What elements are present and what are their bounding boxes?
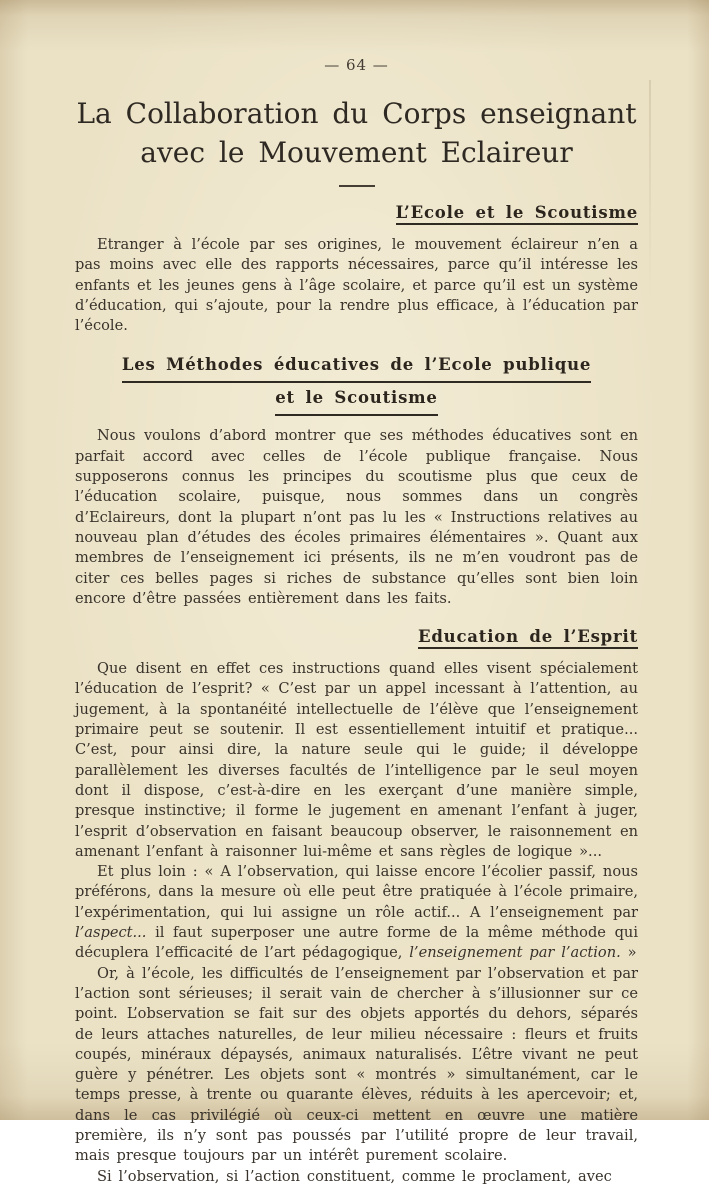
quote-segment: Et plus loin : « A l’observation, qui laisse encore l’écolier passif, nous préférons, dans la mesure où elle peut être pratiquée à l’école primaire, l’expérimentation, qui lui assigne un rôle actif... A l’enseignement par [75, 863, 638, 921]
paragraph-nous-voulons: Nous voulons d’abord montrer que ses méthodes éducatives sont en parfait accord avec celles de l’école publique française. Nous supposerons connus les principes du scoutisme plus que ceux de l’éducation scolaire, puisque, nous sommes dans un congrès d’Eclaireurs, dont la plupart n’ont pas lu les « Instructions relatives au nouveau plan d’études des écoles primaires élémentaires ». Quant aux membres de l’enseignement ici présents, ils ne m’en voudront pas de citer ces belles pages si riches de substance qu’elles sont bien loin encore d’être passées entièrement dans les faits. [75, 427, 638, 607]
paragraph-or-a-lecole: Or, à l’école, les difficultés de l’enseignement par l’observation et par l’action sont sérieuses; il serait vain de chercher à s’illusionner sur ce point. L’observation se fait sur des objets apportés du dehors, séparés de leurs attaches naturelles, de leur milieu nécessaire : fleurs et fruits coupés, minéraux dépaysés, animaux naturalisés. L’être vivant ne peut guère y pénétrer. Les objets sont « montrés » simultanément, car le temps presse, à trente ou quarante élèves, réduits à les apercevoir; et, dans le cas privilégié où ceux-ci mettent en œuvre une matière première, ils n’y sont pas poussés par l’utilité propre de leur travail, mais presque toujours par un intérêt purement scolaire. [75, 964, 638, 1165]
document-title-line2: avec le Mouvement Eclaireur [140, 136, 573, 169]
spacer [75, 609, 638, 619]
spacer [75, 336, 638, 342]
paragraph-si-observation: Si l’observation, si l’action constituent, comme le proclament, avec [97, 1167, 612, 1185]
quote-italic-enseignement-action: l’enseignement par l’action. [409, 944, 621, 962]
document-title [75, 94, 638, 172]
section-heading-label: Education de l’Esprit [418, 627, 638, 649]
paragraph-etranger: Etranger à l’école par ses origines, le mouvement éclaireur n’en a pas moins avec elle des rapports nécessaires, parce qu’il intéresse les enfants et les jeunes gens à l’âge scolaire, et parce qu’il est un système d’éducation, qui s’ajoute, pour la rendre plus efficace, à l’éducation par l’école. [75, 236, 638, 335]
page-number: — 64 — [324, 56, 389, 74]
paragraph-et-plus-loin [75, 862, 638, 963]
quote-italic-aspect: l’aspect... [75, 924, 147, 942]
paper-crease [649, 80, 651, 300]
section-heading-ecole-et-scoutisme [75, 203, 638, 225]
section-heading-line2: et le Scoutisme [275, 383, 437, 416]
section-heading-line1: Les Méthodes éducatives de l’Ecole publique [122, 350, 591, 383]
title-divider-rule [339, 185, 375, 187]
document-title-line1: La Collaboration du Corps enseignant [76, 97, 637, 130]
quote-segment: il faut superposer une autre forme de la même méthode qui décuplera l’efficacité de l’art pédagogique, [75, 924, 638, 962]
section-heading-education-esprit [75, 627, 638, 649]
page-content [75, 56, 638, 1187]
section-heading-methodes-educatives [75, 350, 638, 416]
paragraph-que-disent: Que disent en effet ces instructions quand elles visent spécialement l’éducation de l’esprit? « C’est par un appel incessant à l’attention, au jugement, à la spontanéité intellectuelle de l’élève que l’enseignement primaire peut se soutenir. Il est essentiellement intuitif et pratique... C’est, pour ainsi dire, la nature seule qui le guide; il développe parallèlement les diverses facultés de l’intelligence par le seul moyen dont il dispose, c’est-à-dire en les exerçant d’une manière simple, presque instinctive; il forme le jugement en amenant l’enfant à juger, l’esprit d’observation en faisant beaucoup observer, le raisonnement en amenant l’enfant à raisonner lui-même et sans règles de logique »... [75, 660, 638, 860]
section-heading-label: L’Ecole et le Scoutisme [396, 203, 638, 225]
quote-segment: » [620, 944, 637, 962]
